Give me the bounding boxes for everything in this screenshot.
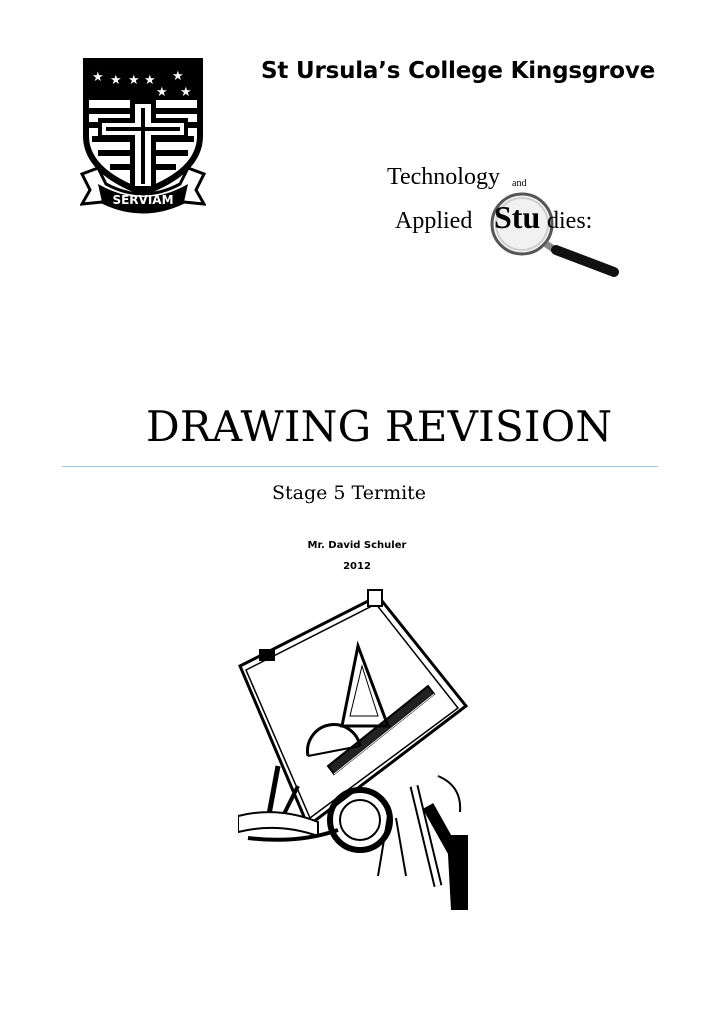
college-name: St Ursula’s College Kingsgrove [261,58,656,84]
svg-text:★: ★ [92,70,104,85]
title-divider [62,466,658,467]
crest-motto: SERVIAM [112,193,174,207]
document-year: 2012 [343,561,371,572]
school-crest-icon [80,56,206,214]
svg-text:★: ★ [110,73,122,88]
svg-text:★: ★ [128,73,140,88]
logo-word-technology: Technology [387,164,500,190]
svg-text:★: ★ [156,85,168,100]
svg-text:★: ★ [180,85,192,100]
author-name: Mr. David Schuler [307,540,407,551]
document-title: DRAWING REVISION [146,402,613,451]
logo-word-applied: Applied [395,208,473,234]
logo-word-stu: Stu [494,199,541,235]
logo-word-dies: dies: [547,208,593,234]
document-subtitle: Stage 5 Termite [272,482,427,504]
logo-word-and: and [512,178,527,189]
drawing-board-icon [238,586,468,910]
svg-text:★: ★ [172,69,184,84]
svg-text:★: ★ [144,73,156,88]
